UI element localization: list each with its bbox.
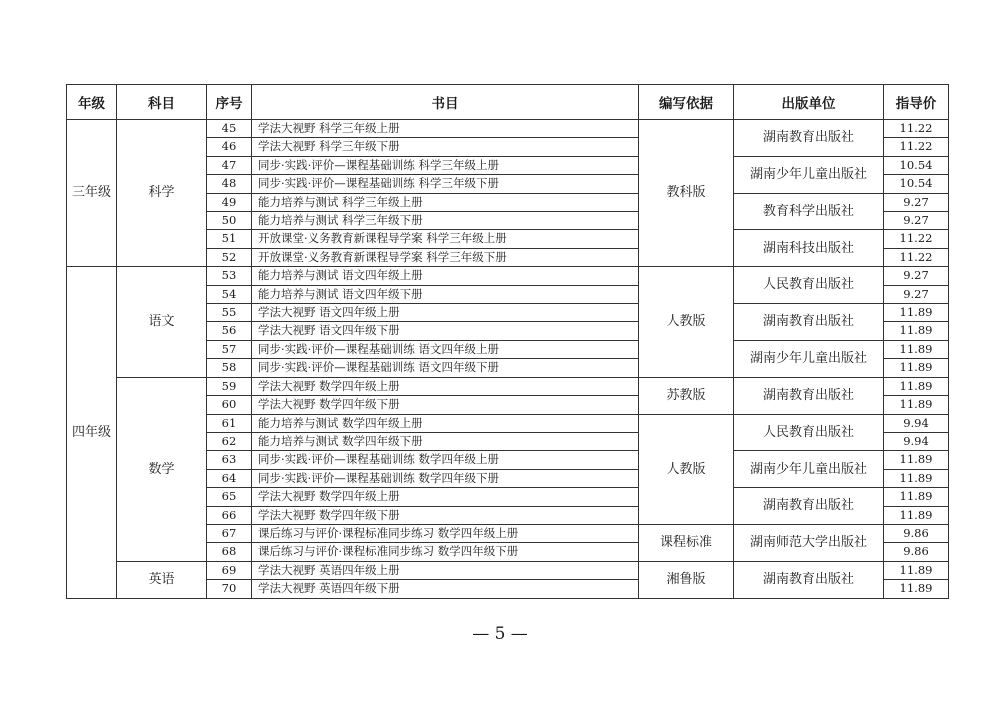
price-cell: 11.89 [884,469,949,487]
title-cell: 学法大视野 数学四年级上册 [252,488,639,506]
subject-cell: 科学 [117,120,207,267]
seq-cell: 46 [207,138,252,156]
title-cell: 能力培养与测试 语文四年级上册 [252,267,639,285]
header-subject: 科目 [117,85,207,120]
price-cell: 11.89 [884,304,949,322]
title-cell: 课后练习与评价·课程标准同步练习 数学四年级上册 [252,524,639,542]
publisher-cell: 湖南少年儿童出版社 [734,451,884,488]
subject-cell: 语文 [117,267,207,377]
title-cell: 同步·实践·评价—课程基础训练 数学四年级上册 [252,451,639,469]
seq-cell: 65 [207,488,252,506]
title-cell: 学法大视野 数学四年级下册 [252,396,639,414]
header-title: 书目 [252,85,639,120]
grade-cell: 四年级 [67,267,117,598]
title-cell: 学法大视野 科学三年级上册 [252,120,639,138]
seq-cell: 45 [207,120,252,138]
publisher-cell: 湖南教育出版社 [734,304,884,341]
basis-cell: 教科版 [639,120,734,267]
table-row [67,267,949,285]
seq-cell: 53 [207,267,252,285]
title-cell: 能力培养与测试 科学三年级下册 [252,212,639,230]
title-cell: 同步·实践·评价—课程基础训练 语文四年级下册 [252,359,639,377]
publisher-cell: 教育科学出版社 [734,193,884,230]
seq-cell: 56 [207,322,252,340]
table-row [67,561,949,579]
title-cell: 能力培养与测试 语文四年级下册 [252,285,639,303]
subject-cell: 数学 [117,377,207,561]
price-cell: 11.89 [884,377,949,395]
seq-cell: 68 [207,543,252,561]
price-cell: 11.22 [884,120,949,138]
seq-cell: 70 [207,580,252,598]
title-cell: 学法大视野 语文四年级下册 [252,322,639,340]
header-grade: 年级 [67,85,117,120]
seq-cell: 48 [207,175,252,193]
seq-cell: 49 [207,193,252,211]
header-seq: 序号 [207,85,252,120]
title-cell: 能力培养与测试 数学四年级下册 [252,432,639,450]
seq-cell: 47 [207,156,252,174]
header-publisher: 出版单位 [734,85,884,120]
title-cell: 课后练习与评价·课程标准同步练习 数学四年级下册 [252,543,639,561]
page-number: — 5 — [472,624,528,644]
price-cell: 11.22 [884,138,949,156]
price-cell: 9.86 [884,524,949,542]
price-cell: 9.94 [884,432,949,450]
price-cell: 11.89 [884,322,949,340]
basis-cell: 苏教版 [639,377,734,414]
seq-cell: 57 [207,340,252,358]
publisher-cell: 湖南少年儿童出版社 [734,156,884,193]
seq-cell: 62 [207,432,252,450]
price-cell: 9.27 [884,193,949,211]
seq-cell: 54 [207,285,252,303]
title-cell: 同步·实践·评价—课程基础训练 数学四年级下册 [252,469,639,487]
publisher-cell: 人民教育出版社 [734,414,884,451]
price-cell: 11.22 [884,248,949,266]
price-cell: 9.86 [884,543,949,561]
price-cell: 10.54 [884,156,949,174]
header-price: 指导价 [884,85,949,120]
price-cell: 11.89 [884,488,949,506]
publisher-cell: 湖南科技出版社 [734,230,884,267]
publisher-cell: 湖南教育出版社 [734,488,884,525]
seq-cell: 52 [207,248,252,266]
price-table [66,84,949,599]
seq-cell: 51 [207,230,252,248]
subject-cell: 英语 [117,561,207,598]
seq-cell: 60 [207,396,252,414]
price-cell: 9.27 [884,285,949,303]
basis-cell: 湘鲁版 [639,561,734,598]
basis-cell: 人教版 [639,414,734,524]
title-cell: 同步·实践·评价—课程基础训练 科学三年级上册 [252,156,639,174]
seq-cell: 61 [207,414,252,432]
price-cell: 11.22 [884,230,949,248]
seq-cell: 50 [207,212,252,230]
price-cell: 11.89 [884,340,949,358]
price-cell: 11.89 [884,451,949,469]
seq-cell: 59 [207,377,252,395]
publisher-cell: 湖南师范大学出版社 [734,524,884,561]
header-row [67,85,949,120]
price-cell: 11.89 [884,506,949,524]
price-cell: 11.89 [884,561,949,579]
title-cell: 学法大视野 英语四年级上册 [252,561,639,579]
seq-cell: 66 [207,506,252,524]
price-cell: 9.94 [884,414,949,432]
price-cell: 11.89 [884,359,949,377]
title-cell: 能力培养与测试 数学四年级上册 [252,414,639,432]
price-cell: 10.54 [884,175,949,193]
title-cell: 学法大视野 科学三年级下册 [252,138,639,156]
seq-cell: 64 [207,469,252,487]
price-cell: 9.27 [884,267,949,285]
seq-cell: 67 [207,524,252,542]
title-cell: 学法大视野 语文四年级上册 [252,304,639,322]
publisher-cell: 湖南教育出版社 [734,120,884,157]
table-row [67,377,949,395]
title-cell: 开放课堂·义务教育新课程导学案 科学三年级下册 [252,248,639,266]
publisher-cell: 湖南少年儿童出版社 [734,340,884,377]
table-row [67,120,949,138]
basis-cell: 课程标准 [639,524,734,561]
title-cell: 能力培养与测试 科学三年级上册 [252,193,639,211]
title-cell: 学法大视野 英语四年级下册 [252,580,639,598]
header-basis: 编写依据 [639,85,734,120]
price-cell: 9.27 [884,212,949,230]
seq-cell: 58 [207,359,252,377]
seq-cell: 63 [207,451,252,469]
seq-cell: 55 [207,304,252,322]
price-cell: 11.89 [884,580,949,598]
publisher-cell: 人民教育出版社 [734,267,884,304]
table-body [67,120,949,599]
basis-cell: 人教版 [639,267,734,377]
title-cell: 同步·实践·评价—课程基础训练 科学三年级下册 [252,175,639,193]
title-cell: 学法大视野 数学四年级上册 [252,377,639,395]
title-cell: 开放课堂·义务教育新课程导学案 科学三年级上册 [252,230,639,248]
seq-cell: 69 [207,561,252,579]
title-cell: 同步·实践·评价—课程基础训练 语文四年级上册 [252,340,639,358]
title-cell: 学法大视野 数学四年级下册 [252,506,639,524]
publisher-cell: 湖南教育出版社 [734,561,884,598]
publisher-cell: 湖南教育出版社 [734,377,884,414]
price-cell: 11.89 [884,396,949,414]
grade-cell: 三年级 [67,120,117,267]
